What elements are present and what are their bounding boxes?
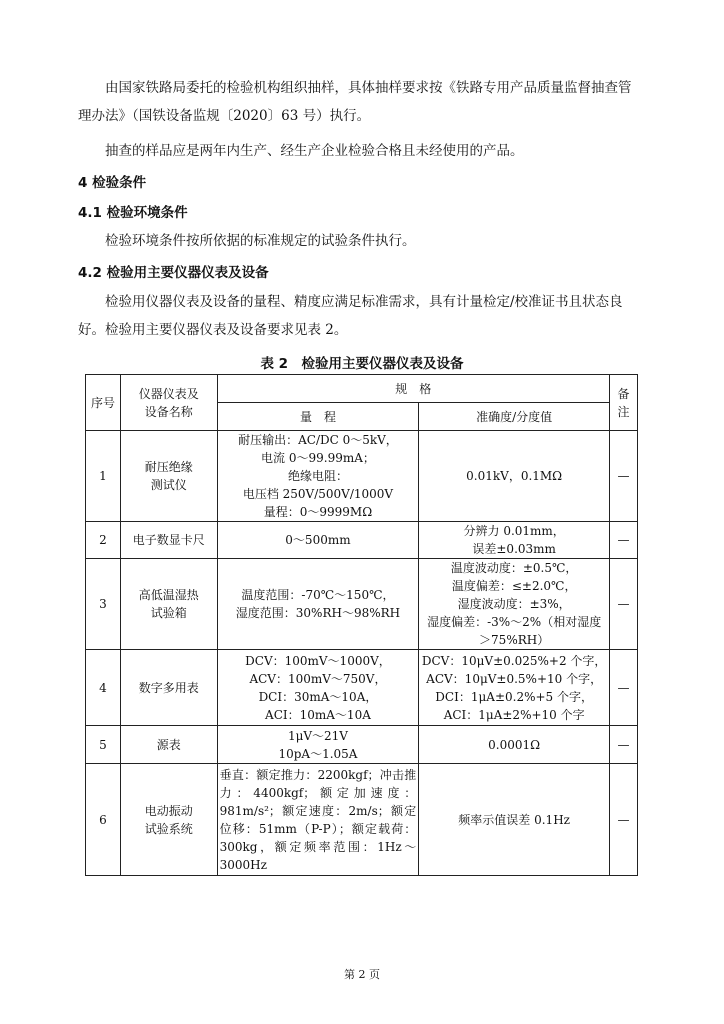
table-row: [86, 650, 638, 726]
row-remark: —: [610, 431, 638, 522]
table-row: [86, 726, 638, 764]
row-name: 电子数显卡尺: [120, 522, 217, 559]
row-name: 数字多用表: [120, 650, 217, 726]
row-remark: —: [610, 726, 638, 764]
row-accuracy: DCV：10μV±0.025%+2 个字， ACV：10μV±0.5%+10 个字， DCI：1μA±0.2%+5 个字， ACI：1μA±2%+10 个字: [419, 650, 610, 726]
table-title: 表 2 检验用主要仪器仪表及设备: [260, 356, 464, 372]
table-row: [86, 764, 638, 876]
row-range: 1μV～21V 10pA～1.05A: [217, 726, 419, 764]
section-4-heading: 4 检验条件: [78, 175, 147, 191]
section-4-1-text: 检验环境条件按所依据的标准规定的试验条件执行。: [105, 233, 416, 249]
page-number: 第 2 页: [344, 968, 380, 981]
row-accuracy: 分辨力 0.01mm， 误差±0.03mm: [419, 522, 610, 559]
intro-paragraph-sampling: 由国家铁路局委托的检验机构组织抽样，具体抽样要求按《铁路专用产品质量监督抽查管理办法》（国铁设备监规〔2020〕63 号）执行。: [78, 80, 632, 124]
row-accuracy: 0.0001Ω: [419, 726, 610, 764]
row-remark: —: [610, 559, 638, 650]
row-accuracy: 频率示值误差 0.1Hz: [419, 764, 610, 876]
row-no: 4: [86, 650, 121, 726]
row-name: 耐压绝缘 测试仪: [120, 431, 217, 522]
section-4-1-heading: 4.1 检验环境条件: [78, 205, 188, 221]
header-remark: 备注: [610, 375, 638, 431]
section-4-2-heading: 4.2 检验用主要仪器仪表及设备: [78, 265, 269, 281]
row-no: 6: [86, 764, 121, 876]
header-accuracy: 准确度/分度值: [419, 403, 610, 431]
row-range: 耐压输出：AC/DC 0～5kV， 电流 0～99.99mA； 绝缘电阻： 电压档 250V/500V/1000V 量程：0～9999MΩ: [217, 431, 419, 522]
header-name: 仪器仪表及 设备名称: [120, 375, 217, 431]
table-row: [86, 522, 638, 559]
row-remark: —: [610, 764, 638, 876]
row-no: 3: [86, 559, 121, 650]
row-no: 1: [86, 431, 121, 522]
row-range: 0～500mm: [217, 522, 419, 559]
intro-paragraph-samples: 抽查的样品应是两年内生产、经生产企业检验合格且未经使用的产品。: [105, 143, 524, 159]
row-no: 2: [86, 522, 121, 559]
header-range: 量 程: [217, 403, 419, 431]
row-accuracy: 0.01kV，0.1MΩ: [419, 431, 610, 522]
header-no: 序号: [86, 375, 121, 431]
table-row: [86, 559, 638, 650]
row-remark: —: [610, 522, 638, 559]
row-remark: —: [610, 650, 638, 726]
row-no: 5: [86, 726, 121, 764]
section-4-2-text: 检验用仪器仪表及设备的量程、精度应满足标准需求，具有计量检定/校准证书且状态良好。检验用主要仪器仪表及设备要求见表 2。: [78, 294, 623, 338]
row-name: 源表: [120, 726, 217, 764]
row-range: 垂直：额定推力：2200kgf；冲击推力：4400kgf；额定加速度：981m/s²；额定速度：2m/s；额定位移：51mm（P-P）；额定载荷：300kg，额定频率范围：1Hz～3000Hz: [217, 764, 419, 876]
row-name: 电动振动 试验系统: [120, 764, 217, 876]
row-name: 高低温湿热 试验箱: [120, 559, 217, 650]
equipment-table: [85, 374, 638, 876]
row-range: 温度范围：-70℃～150℃， 湿度范围：30%RH～98%RH: [217, 559, 419, 650]
row-range: DCV：100mV～1000V， ACV：100mV～750V， DCI：30mA～10A， ACI：10mA～10A: [217, 650, 419, 726]
header-spec: 规 格: [217, 375, 609, 403]
row-accuracy: 温度波动度：±0.5℃， 温度偏差：≤±2.0℃， 湿度波动度：±3%， 湿度偏差：-3%～2%（相对湿度 ＞75%RH）: [419, 559, 610, 650]
table-row: [86, 431, 638, 522]
